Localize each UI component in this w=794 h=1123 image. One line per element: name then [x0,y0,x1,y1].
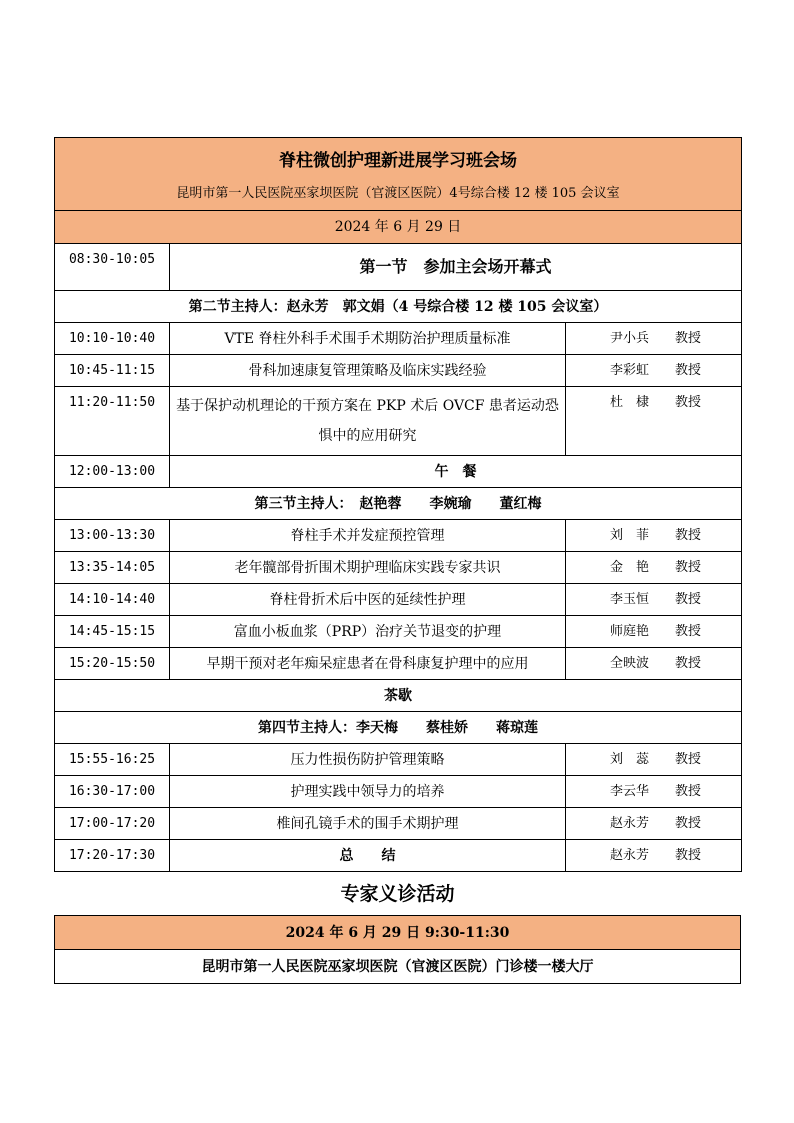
session-topic: 椎间孔镜手术的围手术期护理 [170,808,566,840]
section3-host-row [55,488,742,520]
page-title: 脊柱微创护理新进展学习班会场 [279,151,517,171]
session-time: 15:55-16:25 [55,744,170,776]
lunch-time: 12:00-13:00 [55,456,170,488]
session-topic: 富血小板血浆（PRP）治疗关节退变的护理 [170,616,566,648]
table-row [55,323,742,355]
table-row [55,776,742,808]
table-row [55,840,742,872]
session-topic: 老年髋部骨折围术期护理临床实践专家共识 [170,552,566,584]
session-speaker: 杜 棣 教授 [566,387,742,456]
table-row [55,616,742,648]
clinic-location-row [55,950,741,984]
session-topic: 脊柱手术并发症预控管理 [170,520,566,552]
session-time: 14:45-15:15 [55,616,170,648]
table-row [55,584,742,616]
session-speaker: 尹小兵 教授 [566,323,742,355]
session-time: 17:00-17:20 [55,808,170,840]
table-row [55,520,742,552]
clinic-location: 昆明市第一人民医院巫家坝医院（官渡区医院）门诊楼一楼大厅 [55,950,741,984]
clinic-datetime: 2024 年 6 月 29 日 9:30-11:30 [55,916,741,950]
session-time: 14:10-14:40 [55,584,170,616]
date-cell: 2024 年 6 月 29 日 [55,211,742,244]
table-row [55,387,742,456]
session-topic: 脊柱骨折术后中医的延续性护理 [170,584,566,616]
break-label: 茶歇 [55,680,742,712]
opening-row [55,244,742,291]
session-speaker: 李云华 教授 [566,776,742,808]
session-speaker: 全映波 教授 [566,648,742,680]
table-row [55,648,742,680]
venue-text: 昆明市第一人民医院巫家坝医院（官渡区医院）4号综合楼 12 楼 105 会议室 [176,186,620,201]
table-row [55,808,742,840]
session-topic: VTE 脊柱外科手术围手术期防治护理质量标准 [170,323,566,355]
session-topic: 骨科加速康复管理策略及临床实践经验 [170,355,566,387]
session-speaker: 师庭艳 教授 [566,616,742,648]
session-time: 17:20-17:30 [55,840,170,872]
lunch-label: 午 餐 [170,456,742,488]
session-topic: 总 结 [170,840,566,872]
session-speaker: 赵永芳 教授 [566,840,742,872]
session-speaker: 刘 蕊 教授 [566,744,742,776]
table-row [55,552,742,584]
title-cell [55,138,742,211]
section4-host-row [55,712,742,744]
table-row [55,744,742,776]
lunch-row [55,456,742,488]
title-row [55,138,742,211]
session-speaker: 李玉恒 教授 [566,584,742,616]
section3-host: 第三节主持人： 赵艳蓉 李婉瑜 董红梅 [55,488,742,520]
session-speaker: 李彩虹 教授 [566,355,742,387]
session-time: 15:20-15:50 [55,648,170,680]
session-time: 10:10-10:40 [55,323,170,355]
session-speaker: 赵永芳 教授 [566,808,742,840]
session-topic: 早期干预对老年痴呆症患者在骨科康复护理中的应用 [170,648,566,680]
section2-host-row [55,291,742,323]
session-time: 13:35-14:05 [55,552,170,584]
session-topic: 护理实践中领导力的培养 [170,776,566,808]
section4-host: 第四节主持人：李天梅 蔡桂娇 蒋琼莲 [55,712,742,744]
opening-title: 第一节 参加主会场开幕式 [170,244,742,291]
session-time: 13:00-13:30 [55,520,170,552]
opening-time: 08:30-10:05 [55,244,170,291]
session-time: 16:30-17:00 [55,776,170,808]
schedule-table [54,137,742,872]
table-row [55,355,742,387]
session-topic: 压力性损伤防护管理策略 [170,744,566,776]
break-row [55,680,742,712]
session-time: 10:45-11:15 [55,355,170,387]
session-speaker: 金 艳 教授 [566,552,742,584]
session-time: 11:20-11:50 [55,387,170,456]
clinic-title: 专家义诊活动 [340,883,455,905]
date-row [55,211,742,244]
session-speaker: 刘 菲 教授 [566,520,742,552]
section2-host: 第二节主持人：赵永芳 郭文娟（4 号综合楼 12 楼 105 会议室） [55,291,742,323]
clinic-table [54,915,741,984]
session-topic: 基于保护动机理论的干预方案在 PKP 术后 OVCF 患者运动恐惧中的应用研究 [170,387,566,456]
clinic-date-row [55,916,741,950]
